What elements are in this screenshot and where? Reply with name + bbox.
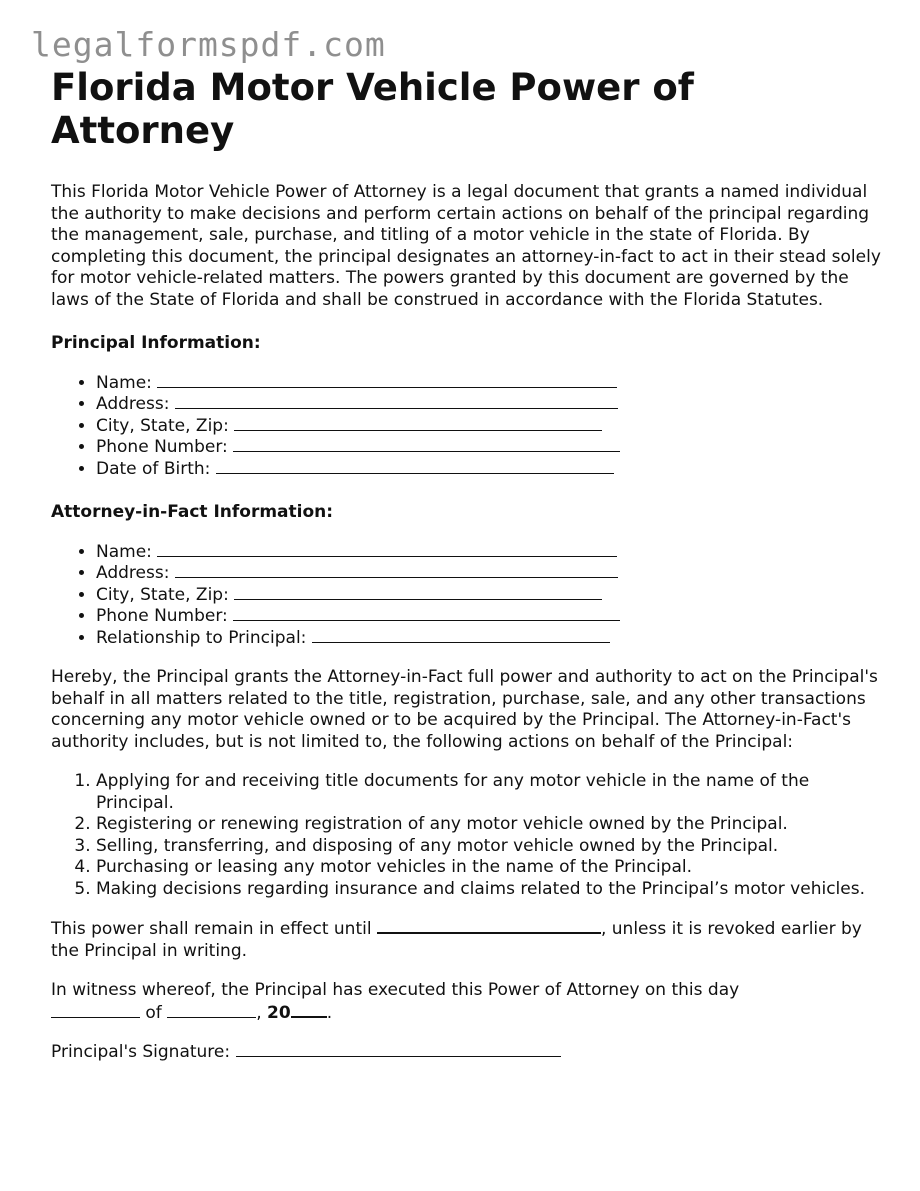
principal-address-blank[interactable] [175, 394, 618, 409]
attorney-phone-item [96, 606, 881, 628]
field-label: Address: [96, 394, 170, 414]
principal-address-item [96, 394, 881, 416]
principal-city-item [96, 416, 881, 438]
witness-period: . [326, 1002, 333, 1023]
principal-phone-blank[interactable] [233, 437, 620, 452]
field-label: City, State, Zip: [96, 584, 229, 605]
witness-paragraph [51, 980, 881, 1024]
principal-dob-blank[interactable] [216, 459, 614, 474]
document-body [51, 66, 881, 1064]
action-item: 5. Making decisions regarding insurance and claims related to the Principal’s motor vehicles. [96, 879, 881, 901]
year-prefix: 20 [267, 1002, 291, 1023]
field-label: Name: [96, 541, 152, 562]
principal-info-list [51, 373, 881, 481]
duration-text-after: , unless it is revoked earlier by the Principal in writing. [51, 919, 862, 961]
attorney-city-blank[interactable] [234, 585, 602, 600]
witness-comma: , [256, 1002, 262, 1023]
duration-paragraph [51, 918, 881, 962]
attorney-address-blank[interactable] [175, 563, 618, 578]
attorney-relationship-item [96, 628, 881, 650]
attorney-phone-blank[interactable] [233, 606, 620, 621]
action-item: 4. Purchasing or leasing any motor vehicles in the name of the Principal. [96, 857, 881, 879]
grant-paragraph: Hereby, the Principal grants the Attorney-in-Fact full power and authority to act on the Principal's behalf in all matters related to the title, registration, purchase, sale, and any other transactions concerning any motor vehicle owned or to be acquired by the Principal. The Attorney-in-Fact's authority includes, but is not limited to, the following actions on behalf of the Principal: [51, 667, 878, 752]
witness-text: In witness whereof, the Principal has executed this Power of Attorney on this day [51, 980, 740, 1000]
attorney-address-item [96, 563, 881, 585]
field-label: Relationship to Principal: [96, 627, 307, 648]
attorney-info-list [51, 542, 881, 650]
principal-dob-item [96, 459, 881, 481]
duration-text-before: This power shall remain in effect until [51, 919, 372, 939]
year-blank[interactable] [291, 1002, 327, 1018]
end-date-blank[interactable] [377, 918, 601, 934]
authorized-actions-list [51, 771, 881, 900]
field-label: Phone Number: [96, 437, 228, 457]
action-item: 1. Applying for and receiving title documents for any motor vehicle in the name of the Principal. [96, 771, 881, 814]
attorney-name-blank[interactable] [157, 542, 617, 557]
principal-name-blank[interactable] [157, 373, 617, 388]
principal-phone-item [96, 437, 881, 459]
field-label: Address: [96, 563, 170, 583]
action-item: 3. Selling, transferring, and disposing of any motor vehicle owned by the Principal. [96, 836, 881, 858]
attorney-relationship-blank[interactable] [312, 628, 610, 643]
document-title: Florida Motor Vehicle Power of Attorney [51, 66, 694, 152]
action-item: 2. Registering or renewing registration of any motor vehicle owned by the Principal. [96, 814, 881, 836]
attorney-name-item [96, 542, 881, 564]
month-blank[interactable] [167, 1003, 256, 1018]
watermark: legalformspdf.com [31, 25, 386, 64]
field-label: City, State, Zip: [96, 415, 229, 436]
signature-label: Principal's Signature: [51, 1042, 231, 1062]
signature-line [51, 1042, 881, 1064]
principal-info-heading: Principal Information: [51, 333, 261, 353]
witness-of: of [145, 1002, 162, 1023]
principal-city-blank[interactable] [234, 416, 602, 431]
field-label: Name: [96, 372, 152, 393]
field-label: Phone Number: [96, 606, 228, 626]
signature-blank[interactable] [236, 1042, 561, 1057]
field-label: Date of Birth: [96, 458, 211, 479]
intro-paragraph: This Florida Motor Vehicle Power of Attorney is a legal document that grants a named individual the authority to make decisions and perform certain actions on behalf of the principal regarding the management, sale, purchase, and titling of a motor vehicle in the state of Florida. By completing this document, the principal designates an attorney-in-fact to act in their stead solely for motor vehicle-related matters. The powers granted by this document are governed by the laws of the State of Florida and shall be construed in accordance with the Florida Statutes. [51, 182, 881, 310]
attorney-info-heading: Attorney-in-Fact Information: [51, 502, 334, 522]
attorney-city-item [96, 585, 881, 607]
day-blank[interactable] [51, 1003, 140, 1018]
principal-name-item [96, 373, 881, 395]
